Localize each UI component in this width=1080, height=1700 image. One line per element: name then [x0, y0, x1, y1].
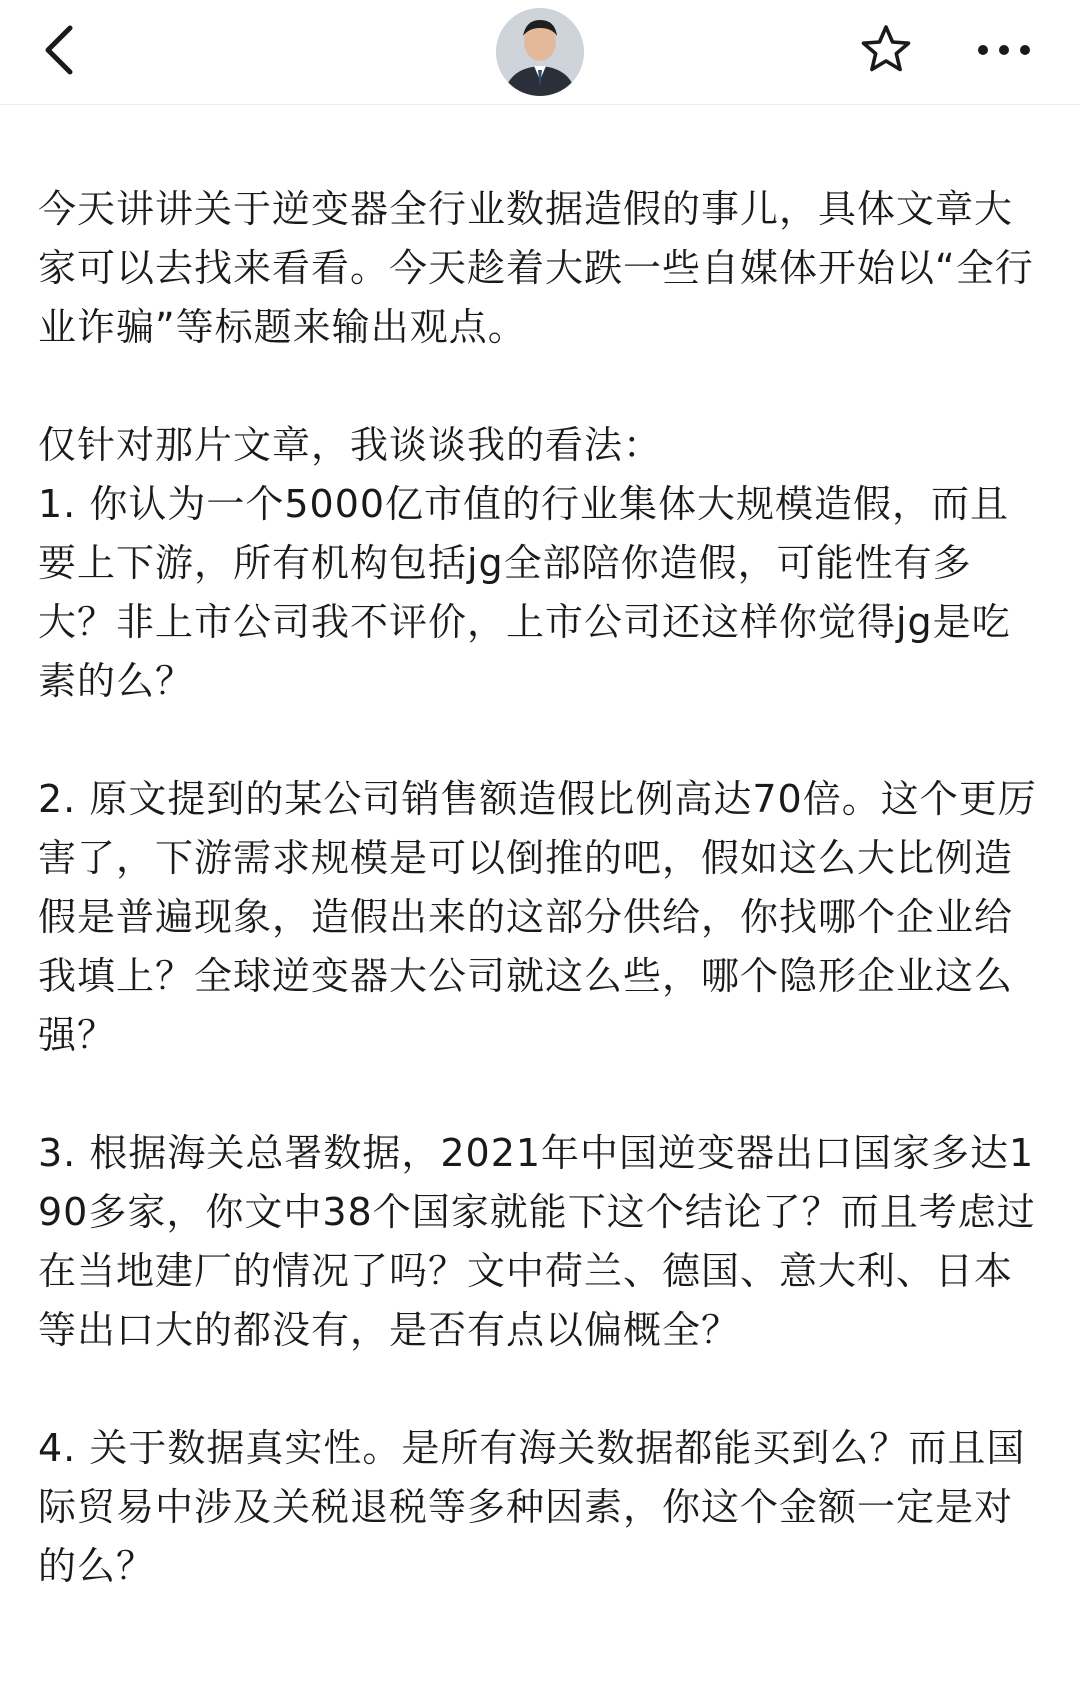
paragraph-point-2: 2. 原文提到的某公司销售额造假比例高达70倍。这个更厉害了，下游需求规模是可以倒推的吧，假如这么大比例造假是普遍现象，造假出来的这部分供给，你找哪个企业给我填上？全球逆变器大公司就这么些，哪个隐形企业这么强？ — [38, 777, 1037, 1057]
paragraph-point-4: 4. 关于数据真实性。是所有海关数据都能买到么？而且国际贸易中涉及关税退税等多种因素，你这个金额一定是对的么？ — [38, 1426, 1026, 1588]
favorite-button[interactable] — [852, 16, 920, 84]
back-button[interactable] — [28, 18, 92, 82]
clipped-previous-line — [38, 106, 238, 120]
paragraph-opinion-heading: 仅针对那片文章，我谈谈我的看法： — [38, 423, 663, 467]
paragraph-point-1: 1. 你认为一个5000亿市值的行业集体大规模造假，而且要上下游，所有机构包括jg全部陪你造假，可能性有多大？非上市公司我不评价，上市公司还这样你觉得jg是吃素的么？ — [38, 482, 1011, 703]
more-horizontal-icon — [976, 43, 1032, 57]
paragraph-intro: 今天讲讲关于逆变器全行业数据造假的事儿，具体文章大家可以去找来看看。今天趁着大跌一些自媒体开始以“全行业诈骗”等标题来输出观点。 — [38, 187, 1034, 349]
top-navigation-bar — [0, 0, 1080, 105]
user-avatar-icon — [496, 8, 584, 96]
star-outline-icon — [858, 22, 914, 78]
avatar[interactable] — [496, 8, 584, 96]
article-body — [38, 180, 1048, 1596]
more-options-button[interactable] — [966, 16, 1042, 84]
paragraph-point-3: 3. 根据海关总署数据，2021年中国逆变器出口国家多达190多家，你文中38个国家就能下这个结论了？而且考虑过在当地建厂的情况了吗？文中荷兰、德国、意大利、日本等出口大的都没有，是否有点以偏概全？ — [38, 1131, 1036, 1352]
chevron-left-icon — [40, 22, 80, 78]
